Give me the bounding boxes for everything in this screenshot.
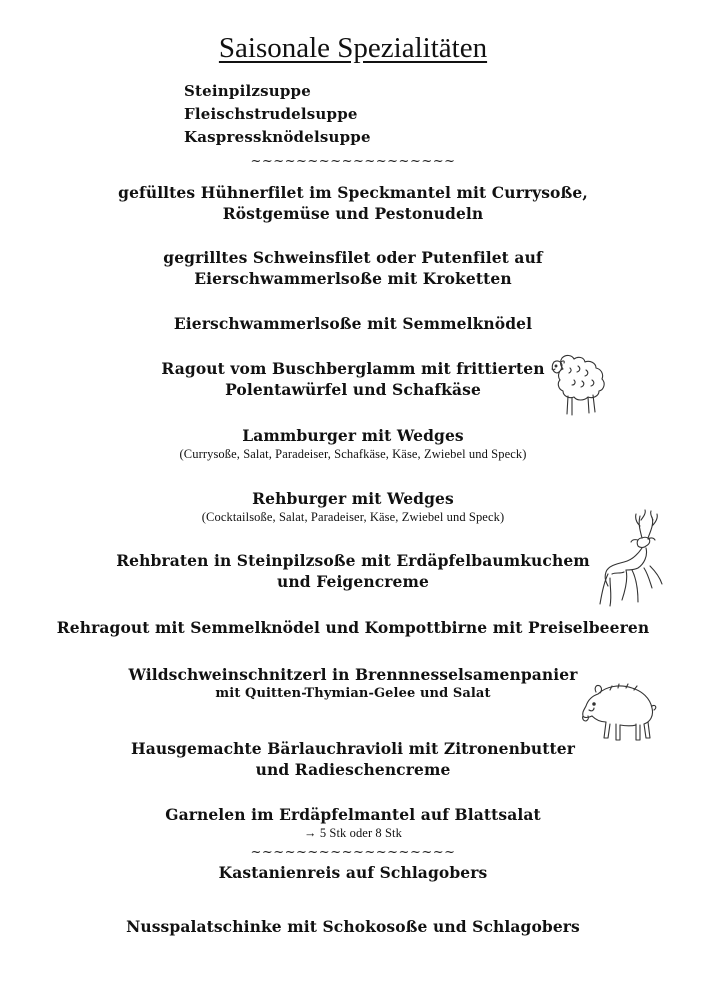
dish-item bbox=[0, 425, 706, 463]
dish-line: Ragout vom Buschberglamm mit frittierten bbox=[161, 359, 545, 378]
dish-line: Eierschwammerlsoße mit Kroketten bbox=[194, 269, 512, 288]
dish-item bbox=[0, 182, 706, 224]
dish-item bbox=[0, 804, 706, 842]
dish-item bbox=[0, 617, 706, 638]
dish-line: und Radieschencreme bbox=[255, 760, 451, 779]
separator-bottom: ~~~~~~~~~~~~~~~~~~ bbox=[250, 845, 456, 860]
soup-list bbox=[184, 80, 371, 149]
dish-line: Polentawürfel und Schafkäse bbox=[225, 380, 481, 399]
dessert-line: Kastanienreis auf Schlagobers bbox=[218, 863, 488, 882]
dish-line: Lammburger mit Wedges bbox=[242, 426, 464, 445]
dish-line: Rehbraten in Steinpilzsoße mit Erdäpfelbaumkuchem bbox=[116, 551, 590, 570]
dish-line: Röstgemüse und Pestonudeln bbox=[222, 204, 484, 223]
dish-item bbox=[0, 247, 706, 289]
dish-line: Eierschwammerlsoße mit Semmelknödel bbox=[173, 314, 533, 333]
dish-line: Hausgemachte Bärlauchravioli mit Zitronenbutter bbox=[130, 739, 576, 758]
soup-item: Fleischstrudelsuppe bbox=[184, 105, 358, 123]
dish-item bbox=[0, 313, 706, 334]
soup-item: Kaspressknödelsuppe bbox=[184, 128, 371, 146]
dish-line: Rehragout mit Semmelknödel und Kompottbirne mit Preiselbeeren bbox=[56, 618, 650, 637]
deer-icon bbox=[598, 508, 666, 608]
page-title: Saisonale Spezialitäten bbox=[218, 32, 488, 64]
dish-line: Garnelen im Erdäpfelmantel auf Blattsalat bbox=[165, 805, 541, 824]
dish-line: Rehburger mit Wedges bbox=[252, 489, 454, 508]
dessert-item bbox=[0, 862, 706, 883]
sheep-icon bbox=[548, 350, 612, 418]
dessert-line: Nusspalatschinke mit Schokosoße und Schlagobers bbox=[126, 917, 580, 936]
separator-top: ~~~~~~~~~~~~~~~~~~ bbox=[250, 154, 456, 169]
dish-note: (Currysoße, Salat, Paradeiser, Schafkäse, Käse, Zwiebel und Speck) bbox=[179, 447, 527, 461]
dish-note: → 5 Stk oder 8 Stk bbox=[304, 826, 402, 840]
dish-note: (Cocktailsoße, Salat, Paradeiser, Käse, Zwiebel und Speck) bbox=[201, 510, 505, 524]
dessert-item bbox=[0, 916, 706, 937]
dish-line: gefülltes Hühnerfilet im Speckmantel mit Currysoße, bbox=[118, 183, 588, 202]
dish-line: und Feigencreme bbox=[277, 572, 429, 591]
dish-line: gegrilltes Schweinsfilet oder Putenfilet auf bbox=[163, 248, 543, 267]
dish-line: Wildschweinschnitzerl in Brennnesselsamenpanier bbox=[128, 665, 578, 684]
soup-item: Steinpilzsuppe bbox=[184, 82, 311, 100]
dish-subline: mit Quitten-Thymian-Gelee und Salat bbox=[215, 686, 491, 701]
boar-icon bbox=[580, 680, 658, 746]
